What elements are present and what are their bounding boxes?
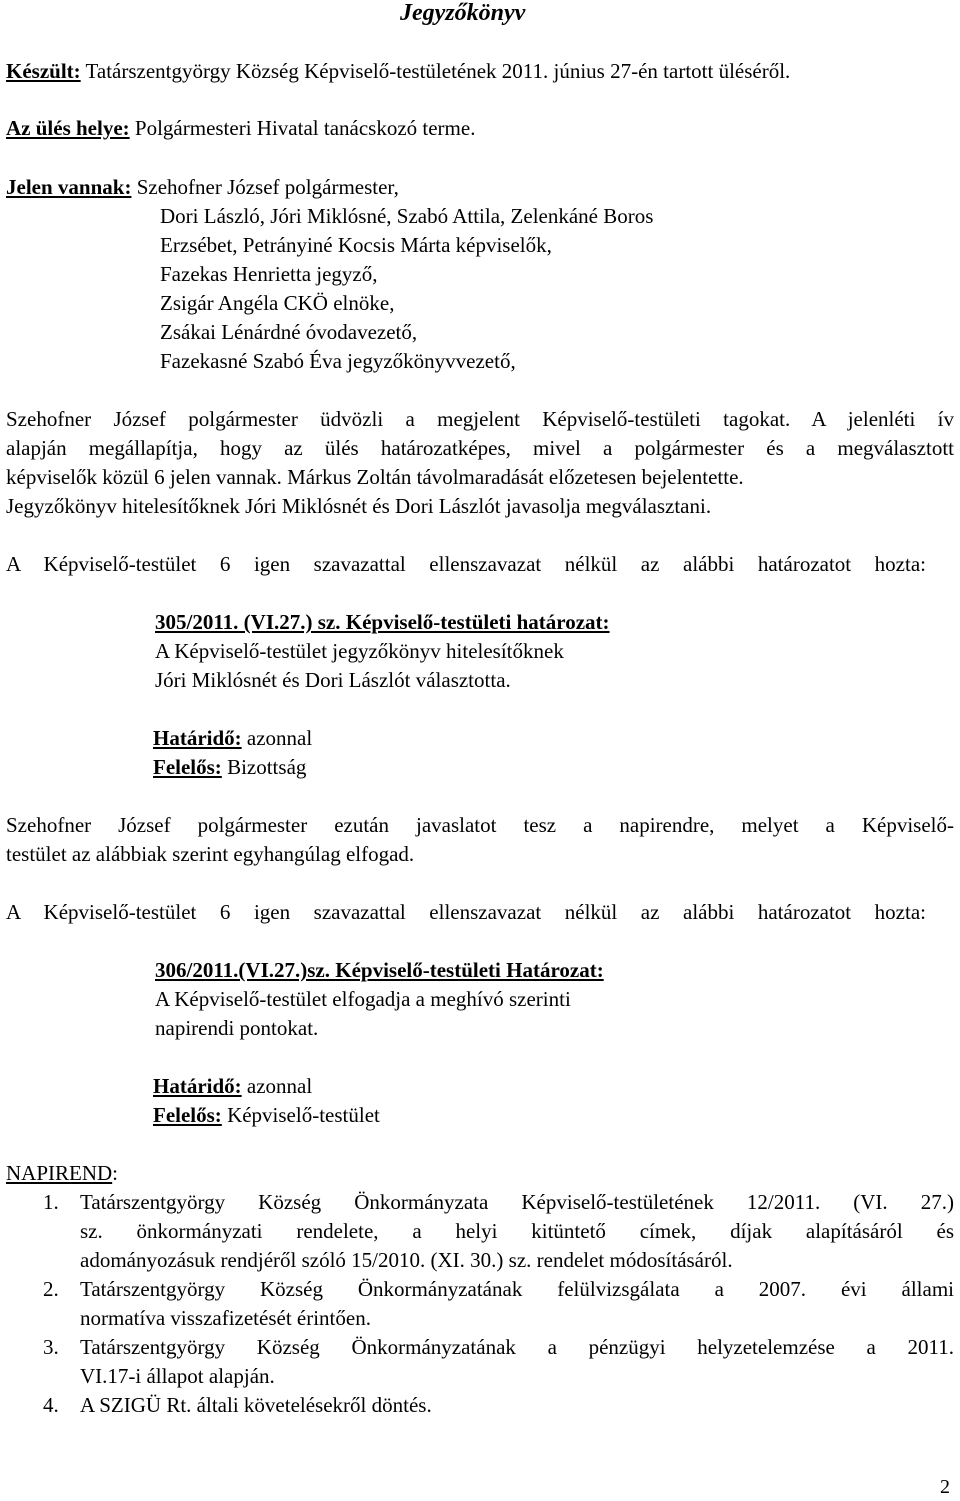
made-text: Tatárszentgyörgy Község Képviselő-testületének 2011. június 27-én tartott üléséről. [85,59,791,83]
deadline-value: azonnal [246,1074,313,1098]
present-line: Dori László, Jóri Miklósné, Szabó Attila, Zelenkáné Boros [160,204,654,228]
deadline-value: azonnal [246,726,313,750]
made-line [6,60,790,83]
agenda-colon: : [112,1161,119,1185]
venue-label: Az ülés helye: [6,116,130,140]
agenda-label: NAPIREND [6,1161,113,1185]
resolution-heading: 305/2011. (VI.27.) sz. Képviselő-testületi határozat: [155,610,610,634]
responsible-label: Felelős: [153,1103,222,1127]
deadline-line [153,1075,312,1098]
agenda-item-line: Tatárszentgyörgy Község Önkormányzatának a pénzügyi helyzetelemzése a 2011. [80,1335,954,1359]
responsible-value: Bizottság [227,755,307,779]
resolution-line: A Képviselő-testület jegyzőkönyv hitelesítőknek [155,639,564,663]
present-line: Szehofner József polgármester, [136,175,399,199]
resolution-line: A Képviselő-testület elfogadja a meghívó szerinti [155,987,571,1011]
intro-line: Szehofner József polgármester üdvözli a megjelent Képviselő-testületi tagokat. A jelenléti ív [6,407,954,431]
present-label: Jelen vannak: [6,175,132,199]
deadline-line [153,727,312,750]
intro-line: képviselők közül 6 jelen vannak. Márkus Zoltán távolmaradását előzetesen bejelentette. [6,465,744,489]
responsible-line [153,1104,380,1127]
intro-line: Jegyzőkönyv hitelesítőknek Jóri Miklósnét és Dori Lászlót javasolja megválasztani. [6,494,712,518]
deadline-label: Határidő: [153,1074,242,1098]
venue-text: Polgármesteri Hivatal tanácskozó terme. [134,116,476,140]
agenda-item-line: sz. önkormányzati rendelete, a helyi kitüntető címek, díjak alapításáról és [80,1219,954,1243]
agenda-item-line: Tatárszentgyörgy Község Önkormányzata Képviselő-testületének 12/2011. (VI. 27.) [80,1190,954,1214]
intro-line: alapján megállapítja, hogy az ülés határozatképes, mivel a polgármester és a megválasztott [6,436,954,460]
agenda-proposal-line: Szehofner József polgármester ezután javaslatot tesz a napirendre, melyet a Képviselő- [6,813,954,837]
present-line: Fazekasné Szabó Éva jegyzőkönyvvezető, [160,349,516,373]
vote-line: A Képviselő-testület 6 igen szavazattal ellenszavazat nélkül az alábbi határozatot hozta: [6,900,926,924]
agenda-item-line: adományozásuk rendjéről szóló 15/2010. (XI. 30.) sz. rendelet módosításáról. [80,1248,733,1272]
resolution-line: napirendi pontokat. [155,1016,319,1040]
agenda-item-line: A SZIGÜ Rt. általi követelésekről döntés. [80,1393,432,1417]
responsible-label: Felelős: [153,755,222,779]
agenda-heading [6,1162,118,1185]
page-number: 2 [940,1476,950,1498]
responsible-value: Képviselő-testület [227,1103,380,1127]
vote-line: A Képviselő-testület 6 igen szavazattal ellenszavazat nélkül az alábbi határozatot hozta: [6,552,926,576]
document-title: Jegyzőkönyv [400,0,526,26]
present-line: Erzsébet, Petrányiné Kocsis Márta képviselők, [160,233,552,257]
responsible-line [153,756,306,779]
deadline-label: Határidő: [153,726,242,750]
venue-line [6,117,475,140]
agenda-item-line: Tatárszentgyörgy Község Önkormányzatának felülvizsgálata a 2007. évi állami [80,1277,954,1301]
agenda-item-line: VI.17-i állapot alapján. [80,1364,275,1388]
agenda-item-number: 1. [43,1190,59,1214]
resolution-line: Jóri Miklósnét és Dori Lászlót választotta. [155,668,511,692]
resolution-heading: 306/2011.(VI.27.)sz. Képviselő-testületi Határozat: [155,958,604,982]
agenda-item-number: 3. [43,1335,59,1359]
agenda-item-number: 2. [43,1277,59,1301]
present-line: Zsigár Angéla CKÖ elnöke, [160,291,395,315]
present-line: Zsákai Lénárdné óvodavezető, [160,320,418,344]
present-first-line [6,176,399,199]
made-label: Készült: [6,59,81,83]
agenda-item-line: normatíva visszafizetését érintően. [80,1306,371,1330]
present-line: Fazekas Henrietta jegyző, [160,262,378,286]
agenda-item-number: 4. [43,1393,59,1417]
agenda-proposal-line: testület az alábbiak szerint egyhangúlag elfogad. [6,842,415,866]
